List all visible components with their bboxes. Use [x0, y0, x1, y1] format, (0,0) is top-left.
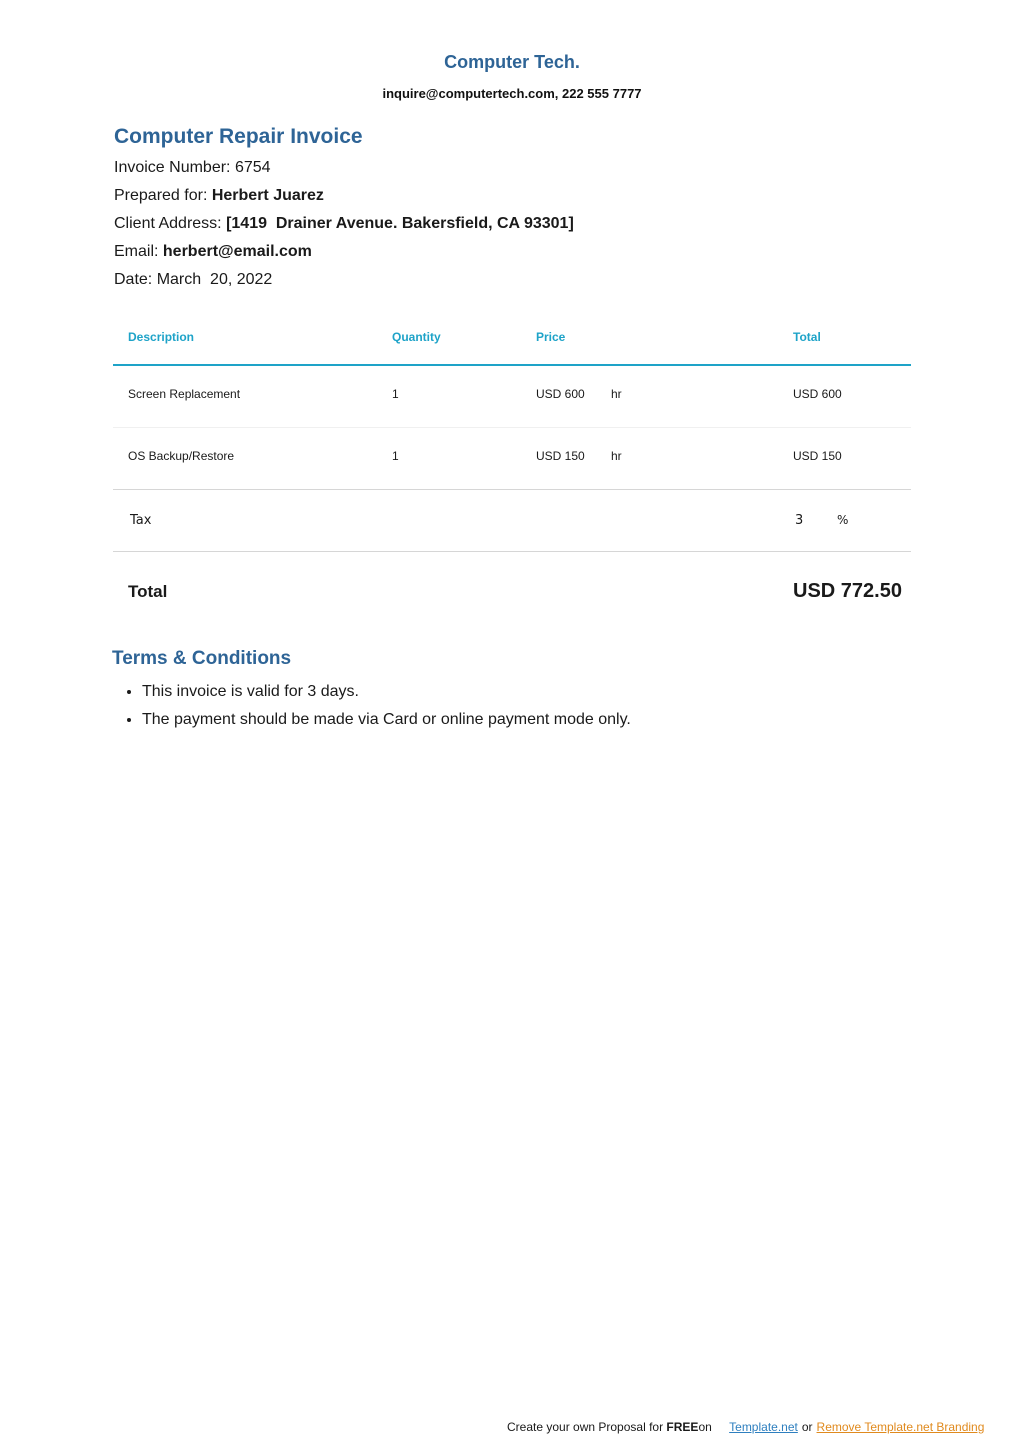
terms-list [112, 678, 631, 734]
invoice-title: Computer Repair Invoice [114, 125, 363, 148]
client-address-value: [1419 Drainer Avenue. Bakersfield, CA 93301] [226, 215, 574, 232]
footer-on: on [698, 1420, 712, 1434]
grand-total-row [113, 552, 911, 632]
date-value: March 20, 2022 [156, 271, 273, 288]
tax-unit: % [837, 513, 849, 527]
client-address-line [114, 215, 574, 233]
tax-row [113, 490, 911, 552]
company-contact: inquire@computertech.com, 222 555 7777 [382, 86, 642, 101]
tax-value: 3 [795, 513, 804, 528]
invoice-number-line [114, 159, 271, 177]
email-label: Email: [114, 243, 159, 260]
client-address-label: Client Address: [114, 215, 222, 232]
prepared-for-value: Herbert Juarez [211, 187, 324, 204]
table-row [113, 428, 911, 490]
table-row [113, 366, 911, 428]
footer-or: or [801, 1420, 813, 1434]
header-total: Total [793, 330, 821, 344]
date-label: Date: [114, 271, 153, 288]
header-price: Price [536, 330, 566, 344]
invoice-number-label: Invoice Number: [114, 159, 231, 176]
grand-total-value: USD 772.50 [793, 580, 902, 602]
prepared-for-line [114, 187, 324, 205]
company-name: Computer Tech. [444, 52, 580, 72]
header-description: Description [128, 330, 195, 344]
row-price: USD 600 [536, 387, 585, 401]
grand-total-label: Total [128, 582, 168, 601]
table-header [113, 308, 911, 366]
date-line [114, 271, 272, 289]
terms-title: Terms & Conditions [112, 648, 292, 669]
row-quantity: 1 [392, 449, 399, 463]
row-total: USD 600 [793, 387, 842, 401]
row-unit: hr [611, 449, 622, 463]
remove-branding-link[interactable]: Remove Template.net Branding [816, 1420, 985, 1434]
header-quantity: Quantity [392, 330, 441, 344]
email-line [114, 243, 312, 261]
row-unit: hr [611, 387, 622, 401]
invoice-number-value: 6754 [234, 159, 271, 176]
invoice-table [113, 308, 911, 632]
prepared-for-label: Prepared for: [114, 187, 208, 204]
row-price: USD 150 [536, 449, 585, 463]
footer-branding [507, 1420, 984, 1434]
row-quantity: 1 [392, 387, 399, 401]
email-value: herbert@email.com [162, 243, 312, 260]
terms-item: • This invoice is valid for 3 days. [142, 678, 631, 706]
terms-item: • The payment should be made via Card or online payment mode only. [142, 706, 631, 734]
template-net-link[interactable]: Template.net [729, 1420, 798, 1434]
tax-label: Tax [130, 513, 152, 528]
row-total: USD 150 [793, 449, 842, 463]
row-description: Screen Replacement [128, 387, 241, 401]
footer-prefix: Create your own Proposal for [507, 1420, 667, 1434]
row-description: OS Backup/Restore [128, 449, 235, 463]
footer-free: FREE [666, 1420, 699, 1434]
